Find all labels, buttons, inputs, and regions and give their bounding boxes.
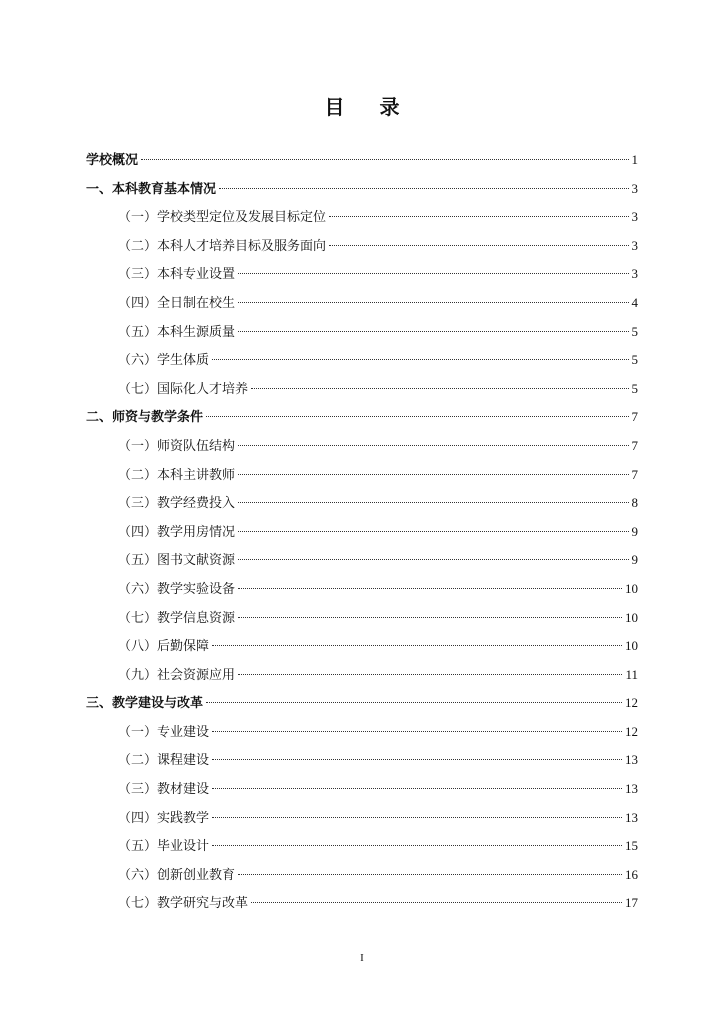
toc-subsection-entry[interactable]: [86, 203, 638, 232]
toc-entry-page-number: 7: [631, 466, 638, 482]
toc-dot-leader: [212, 644, 622, 646]
toc-dot-leader: [219, 187, 628, 189]
toc-entry-page-number: 13: [625, 752, 638, 768]
toc-dot-leader: [238, 530, 628, 532]
toc-subsection-entry[interactable]: [86, 260, 638, 289]
toc-dot-leader: [141, 158, 628, 160]
toc-entry-page-number: 1: [631, 152, 638, 167]
toc-entry-label: （七）教学信息资源: [118, 610, 236, 626]
toc-subsection-entry[interactable]: [86, 461, 638, 490]
toc-subsection-entry[interactable]: [86, 775, 638, 804]
toc-entry-page-number: 17: [625, 895, 638, 911]
toc-entry-label: （二）课程建设: [118, 753, 210, 769]
toc-entry-page-number: 13: [625, 809, 638, 825]
toc-entry-label: （四）教学用房情况: [118, 524, 236, 540]
toc-entry-page-number: 3: [631, 180, 638, 196]
toc-entry-page-number: 10: [625, 609, 638, 625]
toc-entry-label: （三）教学经费投入: [118, 496, 236, 512]
toc-subsection-entry[interactable]: [86, 604, 638, 633]
toc-entry-label: （四）实践教学: [118, 810, 210, 826]
toc-entry-label: 二、师资与教学条件: [86, 410, 204, 426]
toc-subsection-entry[interactable]: [86, 318, 638, 347]
toc-entry-label: （八）后勤保障: [118, 639, 210, 655]
toc-subsection-entry[interactable]: [86, 804, 638, 833]
toc-entry-label: （二）本科人才培养目标及服务面向: [118, 238, 327, 254]
toc-dot-leader: [251, 901, 622, 903]
toc-entry-label: （六）学生体质: [118, 353, 210, 369]
toc-dot-leader: [238, 272, 628, 274]
toc-dot-leader: [212, 758, 622, 760]
toc-subsection-entry[interactable]: [86, 861, 638, 890]
toc-subsection-entry[interactable]: [86, 746, 638, 775]
toc-section-entry[interactable]: [86, 146, 638, 175]
toc-entry-label: （七）教学研究与改革: [118, 896, 249, 912]
toc-subsection-entry[interactable]: [86, 718, 638, 747]
toc-dot-leader: [206, 415, 628, 417]
toc-entry-page-number: 9: [631, 523, 638, 539]
toc-dot-leader: [206, 701, 622, 703]
toc-entry-label: （二）本科主讲教师: [118, 467, 236, 483]
toc-entry-page-number: 15: [625, 838, 638, 854]
toc-entry-label: （七）国际化人才培养: [118, 381, 249, 397]
toc-dot-leader: [251, 387, 628, 389]
toc-dot-leader: [212, 816, 622, 818]
toc-dot-leader: [238, 301, 628, 303]
toc-subsection-entry[interactable]: [86, 232, 638, 261]
toc-dot-leader: [329, 244, 628, 246]
toc-dot-leader: [329, 215, 628, 217]
toc-entry-label: （一）学校类型定位及发展目标定位: [118, 210, 327, 226]
page-number: I: [360, 952, 364, 964]
toc-subsection-entry[interactable]: [86, 432, 638, 461]
toc-dot-leader: [212, 730, 622, 732]
toc-entry-page-number: 13: [625, 781, 638, 797]
toc-dot-leader: [238, 444, 628, 446]
toc-entry-page-number: 10: [625, 580, 638, 596]
toc-subsection-entry[interactable]: [86, 832, 638, 861]
toc-subsection-entry[interactable]: [86, 289, 638, 318]
page-title: 目 录: [324, 95, 414, 119]
toc-entry-label: （一）师资队伍结构: [118, 438, 236, 454]
toc-dot-leader: [238, 616, 622, 618]
toc-entry-page-number: 3: [631, 266, 638, 282]
toc-subsection-entry[interactable]: [86, 661, 638, 690]
toc-entry-page-number: 8: [631, 495, 638, 511]
toc-entry-page-number: 11: [625, 666, 638, 682]
toc-entry-page-number: 3: [631, 237, 638, 253]
toc-entry-page-number: 9: [631, 552, 638, 568]
toc-dot-leader: [238, 587, 622, 589]
toc-entry-page-number: 5: [631, 352, 638, 368]
toc-subsection-entry[interactable]: [86, 346, 638, 375]
toc-section-entry[interactable]: [86, 175, 638, 204]
toc-entry-page-number: 12: [625, 723, 638, 739]
toc-subsection-entry[interactable]: [86, 632, 638, 661]
toc-entry-label: （九）社会资源应用: [118, 667, 236, 683]
toc-entry-page-number: 10: [625, 638, 638, 654]
toc-entry-label: 一、本科教育基本情况: [86, 181, 217, 197]
toc-subsection-entry[interactable]: [86, 518, 638, 547]
toc-entry-label: （六）教学实验设备: [118, 581, 236, 597]
toc-dot-leader: [238, 501, 628, 503]
toc-dot-leader: [238, 330, 628, 332]
toc-dot-leader: [212, 358, 628, 360]
toc-entry-label: 三、教学建设与改革: [86, 696, 204, 712]
toc-entry-page-number: 16: [625, 866, 638, 882]
toc-subsection-entry[interactable]: [86, 575, 638, 604]
toc-entry-label: （一）专业建设: [118, 724, 210, 740]
toc-entry-page-number: 3: [631, 209, 638, 225]
toc-subsection-entry[interactable]: [86, 546, 638, 575]
toc-dot-leader: [212, 844, 622, 846]
toc-entry-label: （三）教材建设: [118, 782, 210, 798]
toc-entry-label: （四）全日制在校生: [118, 295, 236, 311]
toc-entry-label: （三）本科专业设置: [118, 267, 236, 283]
toc-entry-label: （六）创新创业教育: [118, 867, 236, 883]
toc-section-entry[interactable]: [86, 403, 638, 432]
toc-subsection-entry[interactable]: [86, 889, 638, 918]
toc-entry-page-number: 4: [631, 294, 638, 310]
toc-dot-leader: [212, 787, 622, 789]
toc-entry-label: （五）毕业设计: [118, 839, 210, 855]
toc-subsection-entry[interactable]: [86, 375, 638, 404]
toc-dot-leader: [238, 873, 622, 875]
toc-entry-label: （五）图书文献资源: [118, 553, 236, 569]
toc-dot-leader: [238, 673, 622, 675]
toc-entry-page-number: 7: [631, 409, 638, 425]
toc-entry-label: 学校概况: [86, 153, 139, 168]
toc-dot-leader: [238, 558, 628, 560]
toc-entry-page-number: 12: [625, 695, 638, 711]
toc-entry-page-number: 7: [631, 437, 638, 453]
table-of-contents: [86, 146, 638, 918]
toc-entry-page-number: 5: [631, 380, 638, 396]
toc-dot-leader: [238, 473, 628, 475]
toc-section-entry[interactable]: [86, 689, 638, 718]
toc-entry-page-number: 5: [631, 323, 638, 339]
toc-subsection-entry[interactable]: [86, 489, 638, 518]
toc-entry-label: （五）本科生源质量: [118, 324, 236, 340]
